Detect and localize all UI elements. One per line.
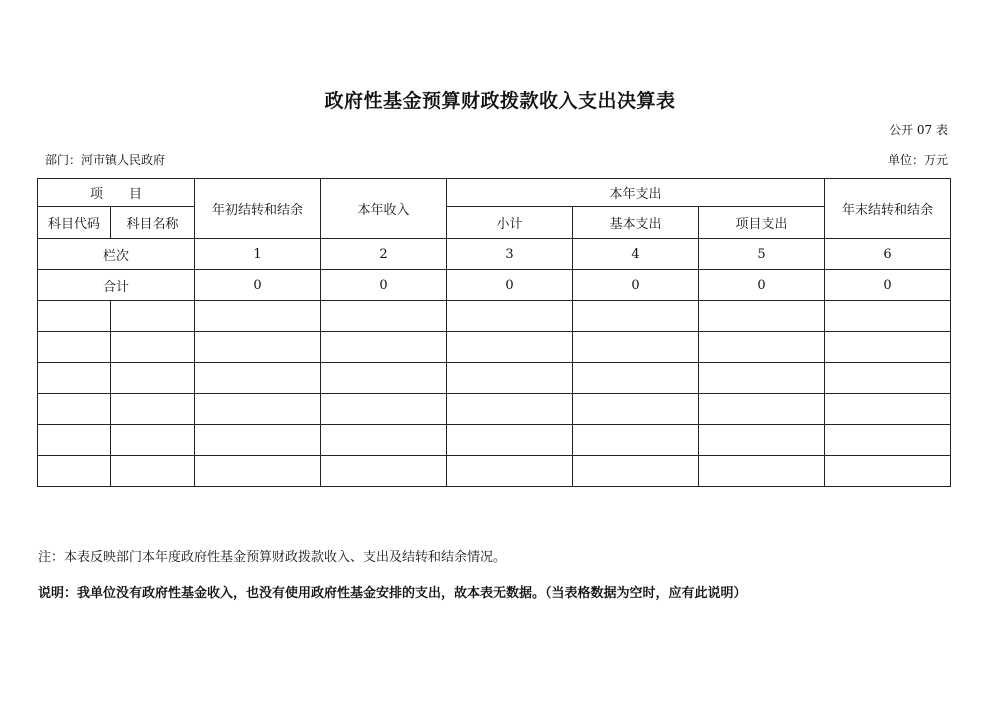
table-note: 注：本表反映部门本年度政府性基金预算财政拨款收入、支出及结转和结余情况。 (38, 550, 507, 565)
empty-cell (195, 332, 321, 363)
empty-cell (573, 456, 699, 487)
empty-cell (825, 301, 951, 332)
empty-cell (195, 456, 321, 487)
empty-row (38, 425, 951, 456)
column-number-row (38, 239, 951, 270)
empty-cell (825, 425, 951, 456)
header-expenditure: 本年支出 (447, 179, 825, 207)
empty-cell (447, 332, 573, 363)
header-subtotal: 小计 (447, 207, 573, 239)
unit-label: 单位：万元 (887, 153, 948, 167)
total-cell: 0 (195, 270, 321, 301)
empty-cell (447, 363, 573, 394)
empty-cell (195, 363, 321, 394)
empty-cell (699, 425, 825, 456)
column-number-cell: 4 (573, 239, 699, 270)
column-number-cell: 6 (825, 239, 951, 270)
empty-row (38, 301, 951, 332)
total-cell: 0 (573, 270, 699, 301)
empty-cell (825, 332, 951, 363)
empty-cell (825, 456, 951, 487)
column-number-cell: 5 (699, 239, 825, 270)
total-cell: 0 (699, 270, 825, 301)
column-number-cell: 3 (447, 239, 573, 270)
form-number: 公开 07 表 (889, 123, 948, 137)
empty-cell (38, 363, 111, 394)
empty-cell (447, 394, 573, 425)
empty-cell (38, 425, 111, 456)
total-row (38, 270, 951, 301)
department-label: 部门：河市镇人民政府 (45, 153, 166, 167)
empty-cell (195, 301, 321, 332)
empty-cell (699, 301, 825, 332)
empty-cell (699, 332, 825, 363)
empty-cell (111, 332, 195, 363)
empty-cell (699, 363, 825, 394)
empty-row (38, 394, 951, 425)
empty-row (38, 363, 951, 394)
empty-cell (573, 332, 699, 363)
empty-cell (111, 394, 195, 425)
header-name: 科目名称 (111, 207, 195, 239)
header-income: 本年收入 (321, 179, 447, 239)
empty-cell (321, 456, 447, 487)
header-item: 项 目 (38, 179, 195, 207)
empty-cell (195, 394, 321, 425)
empty-cell (321, 394, 447, 425)
empty-cell (111, 363, 195, 394)
empty-cell (321, 332, 447, 363)
empty-cell (111, 425, 195, 456)
column-number-cell: 1 (195, 239, 321, 270)
empty-row (38, 456, 951, 487)
empty-cell (573, 301, 699, 332)
column-number-cell: 2 (321, 239, 447, 270)
empty-cell (447, 301, 573, 332)
empty-cell (573, 363, 699, 394)
empty-cell (111, 301, 195, 332)
total-label: 合计 (38, 270, 195, 301)
header-opening-balance: 年初结转和结余 (195, 179, 321, 239)
explanation-text: 说明：我单位没有政府性基金收入，也没有使用政府性基金安排的支出，故本表无数据。（当表格数据为空时，应有此说明） (38, 586, 747, 601)
empty-cell (38, 394, 111, 425)
empty-cell (573, 394, 699, 425)
empty-cell (321, 301, 447, 332)
header-basic: 基本支出 (573, 207, 699, 239)
column-number-label: 栏次 (38, 239, 195, 270)
header-closing-balance: 年末结转和结余 (825, 179, 951, 239)
empty-cell (573, 425, 699, 456)
empty-cell (38, 456, 111, 487)
empty-cell (699, 394, 825, 425)
empty-cell (38, 332, 111, 363)
header-code: 科目代码 (38, 207, 111, 239)
empty-cell (447, 456, 573, 487)
budget-table (37, 178, 951, 487)
empty-cell (38, 301, 111, 332)
empty-cell (321, 425, 447, 456)
empty-cell (195, 425, 321, 456)
empty-cell (111, 456, 195, 487)
page-title: 政府性基金预算财政拨款收入支出决算表 (324, 90, 676, 112)
empty-cell (447, 425, 573, 456)
total-cell: 0 (321, 270, 447, 301)
total-cell: 0 (825, 270, 951, 301)
empty-cell (825, 394, 951, 425)
header-project: 项目支出 (699, 207, 825, 239)
empty-cell (699, 456, 825, 487)
empty-row (38, 332, 951, 363)
empty-cell (321, 363, 447, 394)
empty-cell (825, 363, 951, 394)
total-cell: 0 (447, 270, 573, 301)
